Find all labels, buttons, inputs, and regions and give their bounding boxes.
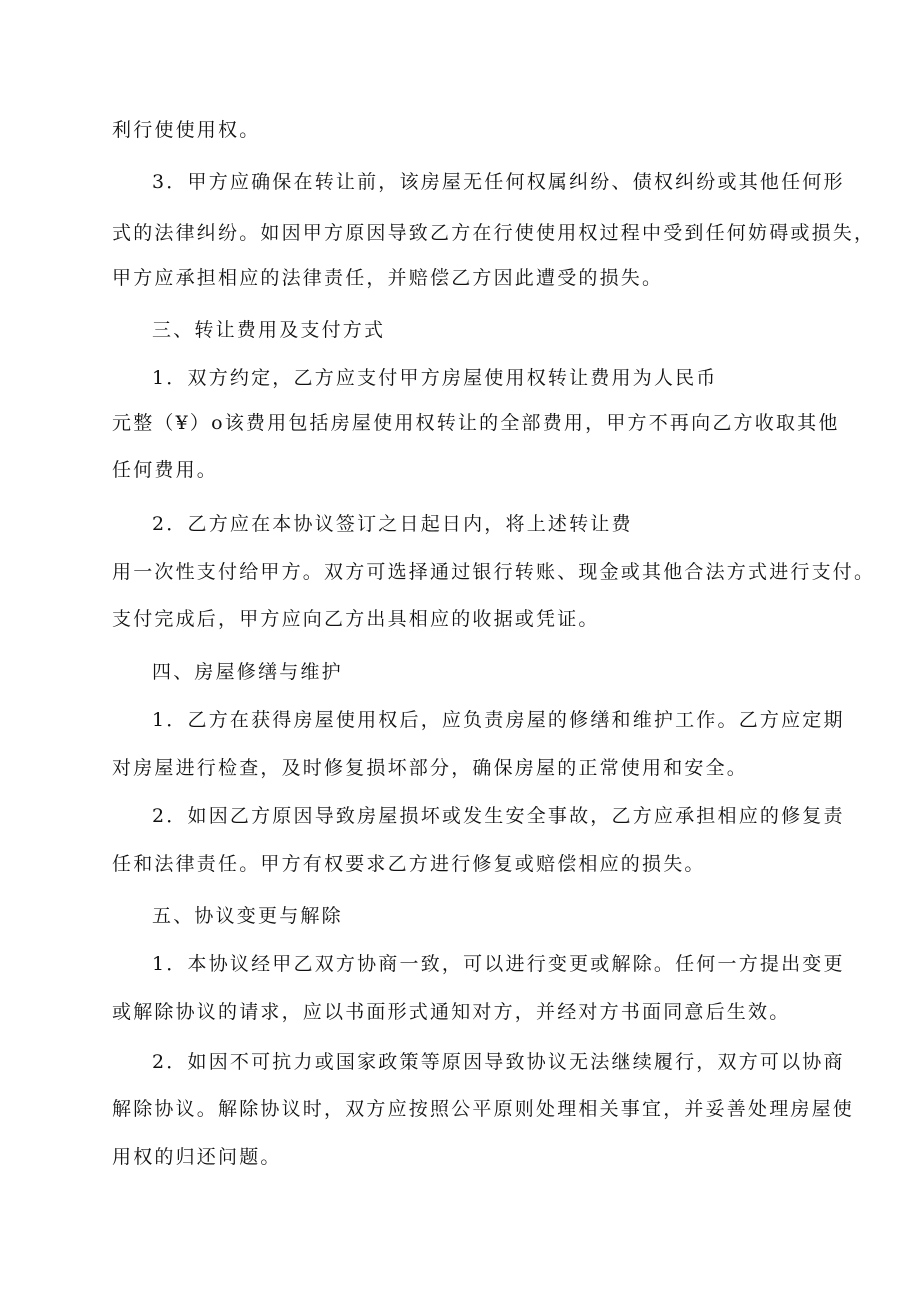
clause-4-1: 1．乙方在获得房屋使用权后，应负责房屋的修缮和维护工作。乙方应定期: [152, 709, 845, 731]
text-line: 用权的归还问题。: [112, 1146, 282, 1168]
text-line: 或解除协议的请求，应以书面形式通知对方，并经对方书面同意后生效。: [112, 1001, 791, 1023]
text-line: 解除协议。解除协议时，双方应按照公平原则处理相关事宜，并妥善处理房屋使: [112, 1098, 855, 1120]
text-line: 甲方应承担相应的法律责任，并赔偿乙方因此遭受的损失。: [112, 267, 664, 289]
text-line: 用一次性支付给甲方。双方可选择通过银行转账、现金或其他合法方式进行支付。: [112, 561, 876, 583]
text-line: 任和法律责任。甲方有权要求乙方进行修复或赔偿相应的损失。: [112, 853, 706, 875]
text-line: 任何费用。: [112, 459, 219, 481]
clause-3-title: 3．甲方应确保在转让前，该房屋无任何权属纠纷、债权纠纷或其他任何形: [152, 171, 845, 193]
text-line: 利行使使用权。: [112, 119, 261, 141]
clause-5-1: 1．本协议经甲乙双方协商一致，可以进行变更或解除。任何一方提出变更: [152, 953, 845, 975]
section-heading-3: 三、转让费用及支付方式: [152, 319, 386, 341]
clause-3-2: 2．乙方应在本协议签订之日起日内，将上述转让费: [152, 513, 633, 535]
text-line: 式的法律纠纷。如因甲方原因导致乙方在行使使用权过程中受到任何妨碍或损失，: [112, 222, 876, 244]
text-line: 支付完成后，甲方应向乙方出具相应的收据或凭证。: [112, 608, 600, 630]
clause-5-2: 2．如因不可抗力或国家政策等原因导致协议无法继续履行，双方可以协商: [152, 1051, 845, 1073]
text-line: 元整（¥）o该费用包括房屋使用权转让的全部费用，甲方不再向乙方收取其他: [112, 412, 840, 434]
clause-3-1: 1．双方约定，乙方应支付甲方房屋使用权转让费用为人民币: [152, 367, 718, 389]
text-line: 对房屋进行检查，及时修复损坏部分，确保房屋的正常使用和安全。: [112, 757, 749, 779]
section-heading-4: 四、房屋修缮与维护: [152, 661, 343, 683]
clause-4-2: 2．如因乙方原因导致房屋损坏或发生安全事故，乙方应承担相应的修复责: [152, 805, 845, 827]
section-heading-5: 五、协议变更与解除: [152, 905, 343, 927]
